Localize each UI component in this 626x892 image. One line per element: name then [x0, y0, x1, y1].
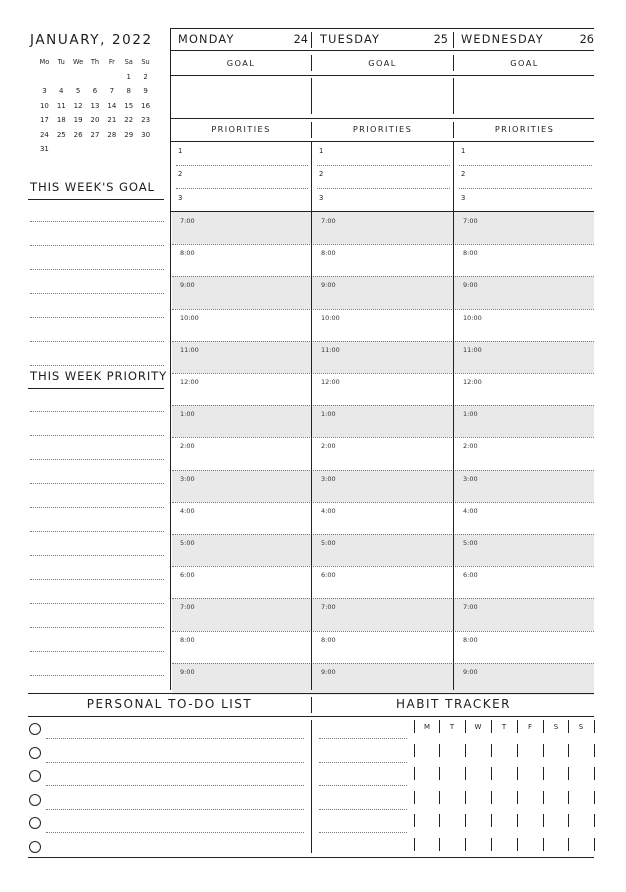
calendar-day: 13	[90, 101, 100, 110]
bottom-heading-bottom	[28, 716, 594, 717]
week-priority-line[interactable]	[30, 507, 164, 508]
mini-calendar	[36, 58, 154, 154]
priority-line-tuesday[interactable]	[317, 188, 450, 189]
time-slot-shade	[172, 534, 594, 566]
calendar-day: 27	[90, 130, 100, 139]
calendar-day: 26	[73, 130, 83, 139]
habit-cell-divider	[594, 814, 595, 827]
time-slot-divider	[172, 598, 594, 599]
habit-day-label: S	[553, 723, 559, 731]
habit-cell-divider	[568, 744, 569, 757]
calendar-day: 7	[109, 87, 115, 95]
time-slot-divider	[172, 566, 594, 567]
habit-cell-divider	[543, 814, 544, 827]
habit-name-line[interactable]	[319, 785, 407, 786]
habit-cell-divider	[594, 791, 595, 804]
time-label-wednesday: 7:00	[463, 217, 478, 225]
todo-checkbox-icon[interactable]	[29, 817, 41, 829]
calendar-weekday: Tu	[57, 58, 65, 66]
week-priority-line[interactable]	[30, 579, 164, 580]
time-label-tuesday: 3:00	[321, 474, 336, 483]
habit-name-line[interactable]	[319, 809, 407, 810]
time-label-wednesday: 4:00	[463, 506, 478, 515]
time-label-monday: 2:00	[180, 442, 195, 451]
time-label-monday: 8:00	[180, 249, 195, 258]
habit-cell-divider	[517, 720, 518, 733]
calendar-month-title: JANUARY, 2022	[30, 32, 153, 48]
time-label-wednesday: 5:00	[463, 539, 478, 547]
calendar-day: 1	[126, 72, 131, 81]
time-label-monday: 12:00	[180, 378, 199, 386]
calendar-day: 31	[39, 145, 49, 153]
time-label-monday: 5:00	[180, 539, 195, 547]
time-slot-divider	[172, 244, 594, 245]
priority-line-wednesday[interactable]	[459, 188, 592, 189]
day-date-wednesday: 26	[579, 33, 594, 46]
habit-day-label: T	[449, 723, 455, 731]
bottom-border	[28, 857, 594, 858]
bottom-heading-divider	[311, 697, 312, 713]
habit-day-label: F	[527, 723, 533, 731]
bottom-section-top	[28, 693, 594, 694]
calendar-day: 10	[39, 101, 49, 110]
calendar-weekday: We	[73, 58, 84, 66]
week-goal-line[interactable]	[30, 317, 164, 318]
habit-cell-divider	[439, 767, 440, 780]
calendar-day: 5	[75, 87, 81, 95]
priorities-label-bottom	[171, 141, 594, 142]
time-label-tuesday: 11:00	[321, 345, 340, 354]
todo-checkbox-icon[interactable]	[29, 770, 41, 782]
habit-cell-divider	[594, 720, 595, 733]
habit-cell-divider	[517, 814, 518, 827]
habit-cell-divider	[517, 767, 518, 780]
habit-cell-divider	[465, 791, 466, 804]
priority-number-monday: 1	[178, 147, 183, 155]
todo-checkbox-icon[interactable]	[29, 747, 41, 759]
time-label-wednesday: 8:00	[463, 635, 478, 644]
todo-checkbox-icon[interactable]	[29, 794, 41, 806]
time-slot-shade	[172, 276, 594, 308]
day-date-monday: 24	[293, 33, 308, 46]
priorities-label-wednesday: PRIORITIES	[494, 124, 555, 134]
calendar-day: 28	[107, 130, 117, 139]
calendar-weekday: Mo	[39, 58, 50, 66]
calendar-day: 17	[39, 116, 49, 124]
time-label-wednesday: 9:00	[463, 281, 478, 290]
habit-cell-divider	[414, 838, 415, 851]
week-goal-heading: THIS WEEK'S GOAL	[30, 180, 155, 194]
time-label-monday: 9:00	[180, 281, 195, 290]
day-column-divider	[453, 55, 454, 71]
priority-line-monday[interactable]	[176, 165, 308, 166]
day-name-monday: MONDAY	[178, 33, 235, 46]
habit-day-label: M	[423, 723, 431, 731]
goal-area-bottom	[171, 118, 594, 119]
calendar-empty-cell	[53, 145, 70, 154]
week-priority-line[interactable]	[30, 483, 164, 484]
week-priority-line[interactable]	[30, 435, 164, 436]
week-priority-line[interactable]	[30, 555, 164, 556]
todo-line[interactable]	[46, 738, 304, 739]
calendar-weekday: Th	[90, 58, 100, 66]
habit-cell-divider	[568, 814, 569, 827]
week-goal-line[interactable]	[30, 245, 164, 246]
calendar-empty-cell	[70, 145, 87, 154]
habit-cell-divider	[594, 744, 595, 757]
calendar-day: 15	[124, 101, 134, 110]
calendar-empty-cell	[87, 145, 104, 154]
time-label-monday: 11:00	[180, 345, 199, 354]
top-border	[171, 28, 594, 29]
week-goal-line[interactable]	[30, 293, 164, 294]
calendar-empty-cell	[103, 73, 120, 82]
habit-name-line[interactable]	[319, 762, 407, 763]
day-name-wednesday: WEDNESDAY	[461, 33, 544, 46]
time-slot-shade	[172, 598, 594, 630]
week-goal-line[interactable]	[30, 365, 164, 366]
habit-cell-divider	[465, 720, 466, 733]
priority-number-wednesday: 1	[461, 147, 466, 155]
habit-cell-divider	[465, 744, 466, 757]
calendar-empty-cell	[120, 145, 137, 154]
habit-cell-divider	[414, 791, 415, 804]
calendar-day: 24	[39, 130, 49, 139]
habit-cell-divider	[543, 720, 544, 733]
habit-cell-divider	[414, 767, 415, 780]
time-slot-divider	[172, 373, 594, 374]
time-label-monday: 4:00	[180, 506, 195, 515]
priority-number-tuesday: 3	[319, 194, 324, 202]
habit-cell-divider	[414, 720, 415, 733]
calendar-weekday: Sa	[124, 58, 133, 66]
goal-label-tuesday: GOAL	[368, 58, 397, 68]
calendar-day: 2	[143, 72, 148, 81]
day-column-divider	[453, 32, 454, 48]
todo-line[interactable]	[46, 832, 304, 833]
time-label-monday: 10:00	[180, 313, 199, 322]
habit-day-label: W	[474, 723, 482, 731]
calendar-day: 11	[56, 101, 66, 110]
time-slot-shade	[172, 405, 594, 437]
day-column-divider	[311, 32, 312, 48]
calendar-day: 25	[56, 130, 66, 139]
habit-cell-divider	[439, 838, 440, 851]
week-priority-line[interactable]	[30, 651, 164, 652]
time-label-wednesday: 7:00	[463, 603, 478, 612]
time-label-wednesday: 11:00	[463, 345, 482, 354]
priority-number-monday: 2	[178, 170, 183, 178]
priority-line-monday[interactable]	[176, 188, 308, 189]
time-label-wednesday: 12:00	[463, 378, 482, 386]
time-label-wednesday: 6:00	[463, 571, 478, 580]
time-slot-divider	[172, 405, 594, 406]
time-slot-divider	[172, 534, 594, 535]
todo-checkbox-icon[interactable]	[29, 723, 41, 735]
habit-cell-divider	[568, 767, 569, 780]
habit-cell-divider	[491, 814, 492, 827]
time-label-monday: 8:00	[180, 635, 195, 644]
habit-cell-divider	[491, 720, 492, 733]
time-slot-shade	[172, 212, 594, 244]
calendar-empty-cell	[70, 73, 87, 82]
week-priority-line[interactable]	[30, 675, 164, 676]
day-column-divider	[311, 141, 312, 690]
priority-line-tuesday[interactable]	[317, 165, 450, 166]
todo-line[interactable]	[46, 762, 304, 763]
time-slot-divider	[172, 502, 594, 503]
time-label-tuesday: 9:00	[321, 667, 336, 676]
calendar-day: 9	[143, 87, 148, 95]
calendar-weekday: Su	[141, 58, 150, 66]
habit-cell-divider	[568, 838, 569, 851]
time-label-monday: 1:00	[180, 410, 195, 419]
habit-cell-divider	[543, 838, 544, 851]
habit-cell-divider	[465, 838, 466, 851]
week-goal-line[interactable]	[30, 269, 164, 270]
calendar-empty-cell	[137, 145, 154, 154]
habit-cell-divider	[491, 744, 492, 757]
time-label-tuesday: 10:00	[321, 313, 340, 322]
priority-number-tuesday: 1	[319, 147, 324, 155]
habit-cell-divider	[491, 767, 492, 780]
habit-cell-divider	[439, 744, 440, 757]
day-column-divider	[311, 122, 312, 138]
habit-day-label: T	[501, 723, 507, 731]
time-slot-divider	[172, 631, 594, 632]
habit-cell-divider	[439, 720, 440, 733]
time-label-tuesday: 8:00	[321, 249, 336, 258]
week-priority-line[interactable]	[30, 459, 164, 460]
priority-number-tuesday: 2	[319, 170, 324, 178]
time-slot-divider	[172, 276, 594, 277]
habit-cell-divider	[491, 838, 492, 851]
habit-tracker-heading: HABIT TRACKER	[396, 697, 511, 711]
day-column-divider	[311, 55, 312, 71]
calendar-empty-cell	[87, 73, 104, 82]
habit-cell-divider	[491, 791, 492, 804]
time-label-monday: 7:00	[180, 217, 195, 225]
week-priority-line[interactable]	[30, 627, 164, 628]
habit-cell-divider	[465, 814, 466, 827]
time-label-tuesday: 9:00	[321, 281, 336, 290]
priority-number-monday: 3	[178, 194, 183, 202]
calendar-day: 12	[73, 101, 83, 110]
time-slot-divider	[172, 437, 594, 438]
week-priority-line[interactable]	[30, 603, 164, 604]
priority-line-wednesday[interactable]	[459, 165, 592, 166]
day-column-divider	[453, 122, 454, 138]
time-slot-shade	[172, 663, 594, 695]
week-goal-line[interactable]	[30, 341, 164, 342]
time-label-tuesday: 6:00	[321, 571, 336, 580]
priorities-label-monday: PRIORITIES	[211, 124, 271, 134]
habit-cell-divider	[543, 791, 544, 804]
time-label-tuesday: 12:00	[321, 378, 340, 386]
habit-cell-divider	[568, 791, 569, 804]
calendar-day: 22	[124, 116, 134, 124]
calendar-weekday: Fr	[108, 58, 115, 66]
todo-habit-divider	[311, 720, 312, 853]
week-goal-line[interactable]	[30, 221, 164, 222]
priorities-label-tuesday: PRIORITIES	[352, 124, 413, 134]
calendar-day: 30	[141, 130, 151, 139]
goal-label-monday: GOAL	[226, 58, 256, 68]
priority-number-wednesday: 3	[461, 194, 466, 202]
todo-checkbox-icon[interactable]	[29, 841, 41, 853]
day-column-divider	[453, 141, 454, 690]
time-label-monday: 9:00	[180, 667, 195, 676]
calendar-day: 29	[124, 130, 134, 139]
habit-cell-divider	[594, 838, 595, 851]
day-name-tuesday: TUESDAY	[320, 33, 381, 46]
habit-name-line[interactable]	[319, 738, 407, 739]
week-priority-line[interactable]	[30, 531, 164, 532]
time-label-tuesday: 1:00	[321, 410, 336, 419]
week-priority-line[interactable]	[30, 411, 164, 412]
day-column-divider	[453, 78, 454, 114]
time-slot-divider	[172, 470, 594, 471]
calendar-empty-cell	[36, 73, 53, 82]
week-goal-underline	[28, 199, 164, 200]
habit-cell-divider	[517, 744, 518, 757]
time-label-tuesday: 2:00	[321, 442, 336, 451]
habit-cell-divider	[594, 767, 595, 780]
time-label-monday: 7:00	[180, 603, 195, 612]
time-label-wednesday: 10:00	[463, 313, 482, 322]
time-label-tuesday: 7:00	[321, 603, 336, 612]
todo-line[interactable]	[46, 809, 304, 810]
habit-cell-divider	[439, 814, 440, 827]
calendar-day: 8	[126, 87, 131, 95]
todo-line[interactable]	[46, 785, 304, 786]
week-priority-underline	[28, 388, 164, 389]
goal-label-bottom	[171, 75, 594, 76]
time-slot-divider	[172, 309, 594, 310]
time-label-tuesday: 5:00	[321, 539, 336, 547]
habit-cell-divider	[543, 767, 544, 780]
day-header-bottom	[171, 50, 594, 51]
time-label-wednesday: 8:00	[463, 249, 478, 258]
habit-cell-divider	[465, 767, 466, 780]
calendar-day: 4	[59, 87, 64, 95]
time-label-tuesday: 7:00	[321, 217, 336, 225]
time-label-wednesday: 3:00	[463, 474, 478, 483]
week-priority-heading: THIS WEEK PRIORITY	[30, 369, 168, 383]
habit-cell-divider	[517, 838, 518, 851]
calendar-day: 21	[107, 116, 117, 124]
calendar-day: 20	[90, 116, 100, 124]
habit-name-line[interactable]	[319, 832, 407, 833]
calendar-empty-cell	[103, 145, 120, 154]
todo-heading: PERSONAL TO-DO LIST	[86, 697, 253, 711]
time-label-tuesday: 4:00	[321, 506, 336, 515]
calendar-empty-cell	[53, 73, 70, 82]
time-label-wednesday: 2:00	[463, 442, 478, 451]
habit-cell-divider	[568, 720, 569, 733]
calendar-day: 6	[92, 87, 98, 95]
habit-cell-divider	[414, 744, 415, 757]
calendar-day: 3	[42, 87, 47, 95]
calendar-day: 23	[141, 116, 151, 124]
habit-cell-divider	[543, 744, 544, 757]
habit-cell-divider	[439, 791, 440, 804]
time-slot-divider	[172, 341, 594, 342]
time-label-monday: 6:00	[180, 571, 195, 580]
time-label-wednesday: 9:00	[463, 667, 478, 676]
calendar-day: 19	[73, 116, 83, 124]
left-column-divider	[170, 28, 171, 690]
day-column-divider	[311, 78, 312, 114]
calendar-day: 14	[107, 101, 117, 110]
calendar-day: 16	[141, 101, 151, 110]
habit-cell-divider	[414, 814, 415, 827]
time-slot-divider	[172, 663, 594, 664]
time-slot-shade	[172, 470, 594, 502]
time-label-wednesday: 1:00	[463, 410, 478, 419]
habit-day-label: S	[578, 723, 584, 731]
time-label-monday: 3:00	[180, 474, 195, 483]
time-slot-shade	[172, 341, 594, 373]
day-date-tuesday: 25	[433, 33, 448, 46]
priority-number-wednesday: 2	[461, 170, 466, 178]
time-label-tuesday: 8:00	[321, 635, 336, 644]
habit-cell-divider	[517, 791, 518, 804]
calendar-day: 18	[56, 116, 66, 124]
goal-label-wednesday: GOAL	[510, 58, 539, 68]
